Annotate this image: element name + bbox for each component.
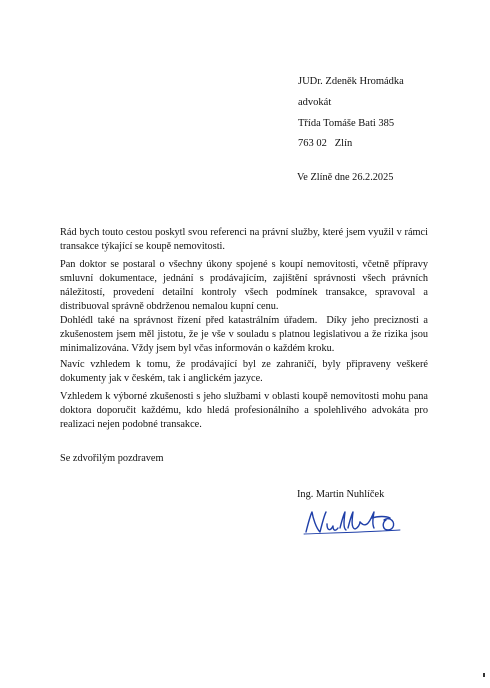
paragraph-recommendation: Vzhledem k výborné zkušenosti s jeho službami v oblasti koupě nemovitosti mohu pana doktora doporučit každému, kdo hledá profesionálního a spolehlivého advokáta pro realizaci nejen podobné transakce. xyxy=(60,391,428,430)
paragraph-services: Pan doktor se postaral o všechny úkony spojené s koupí nemovitosti, včetně přípravy smluvní dokumentace, jednání s prodávajícím, zajištění správnosti všech právních náležitostí, provedení detailní kontroly všech podmínek transakce, spravoval a distribuoval správně obdrženou nemalou kupní cenu. xyxy=(60,259,428,312)
signatory-name: Ing. Martin Nuhlíček xyxy=(297,489,385,500)
paragraph-intro: Rád bych touto cestou poskytl svou referenci na právní služby, které jsem využil v rámci transakce týkající se koupě nemovitosti. xyxy=(60,227,428,252)
recipient-title: advokát xyxy=(298,97,332,108)
page-edge-mark xyxy=(483,673,485,677)
recipient-city: 763 02 Zlín xyxy=(298,138,353,149)
paragraph-cadastre: Dohlédl také na správnost řízení před katastrálním úřadem. Díky jeho preciznosti a zkušenostem jsem měl jistotu, že je vše v souladu s platnou legislativou a že rizika jsou minimalizována. Vždy jsem byl včas informován o každém kroku. xyxy=(60,315,431,354)
closing-greeting: Se zdvořilým pozdravem xyxy=(60,453,164,464)
recipient-name: JUDr. Zdeněk Hromádka xyxy=(298,76,404,87)
paragraph-languages: Navíc vzhledem k tomu, že prodávající byl ze zahraničí, byly připraveny veškeré dokumenty jak v českém, tak i anglickém jazyce. xyxy=(60,359,428,384)
handwritten-signature xyxy=(300,506,410,542)
recipient-street: Třída Tomáše Bati 385 xyxy=(298,118,395,129)
place-date: Ve Zlíně dne 26.2.2025 xyxy=(297,172,394,183)
